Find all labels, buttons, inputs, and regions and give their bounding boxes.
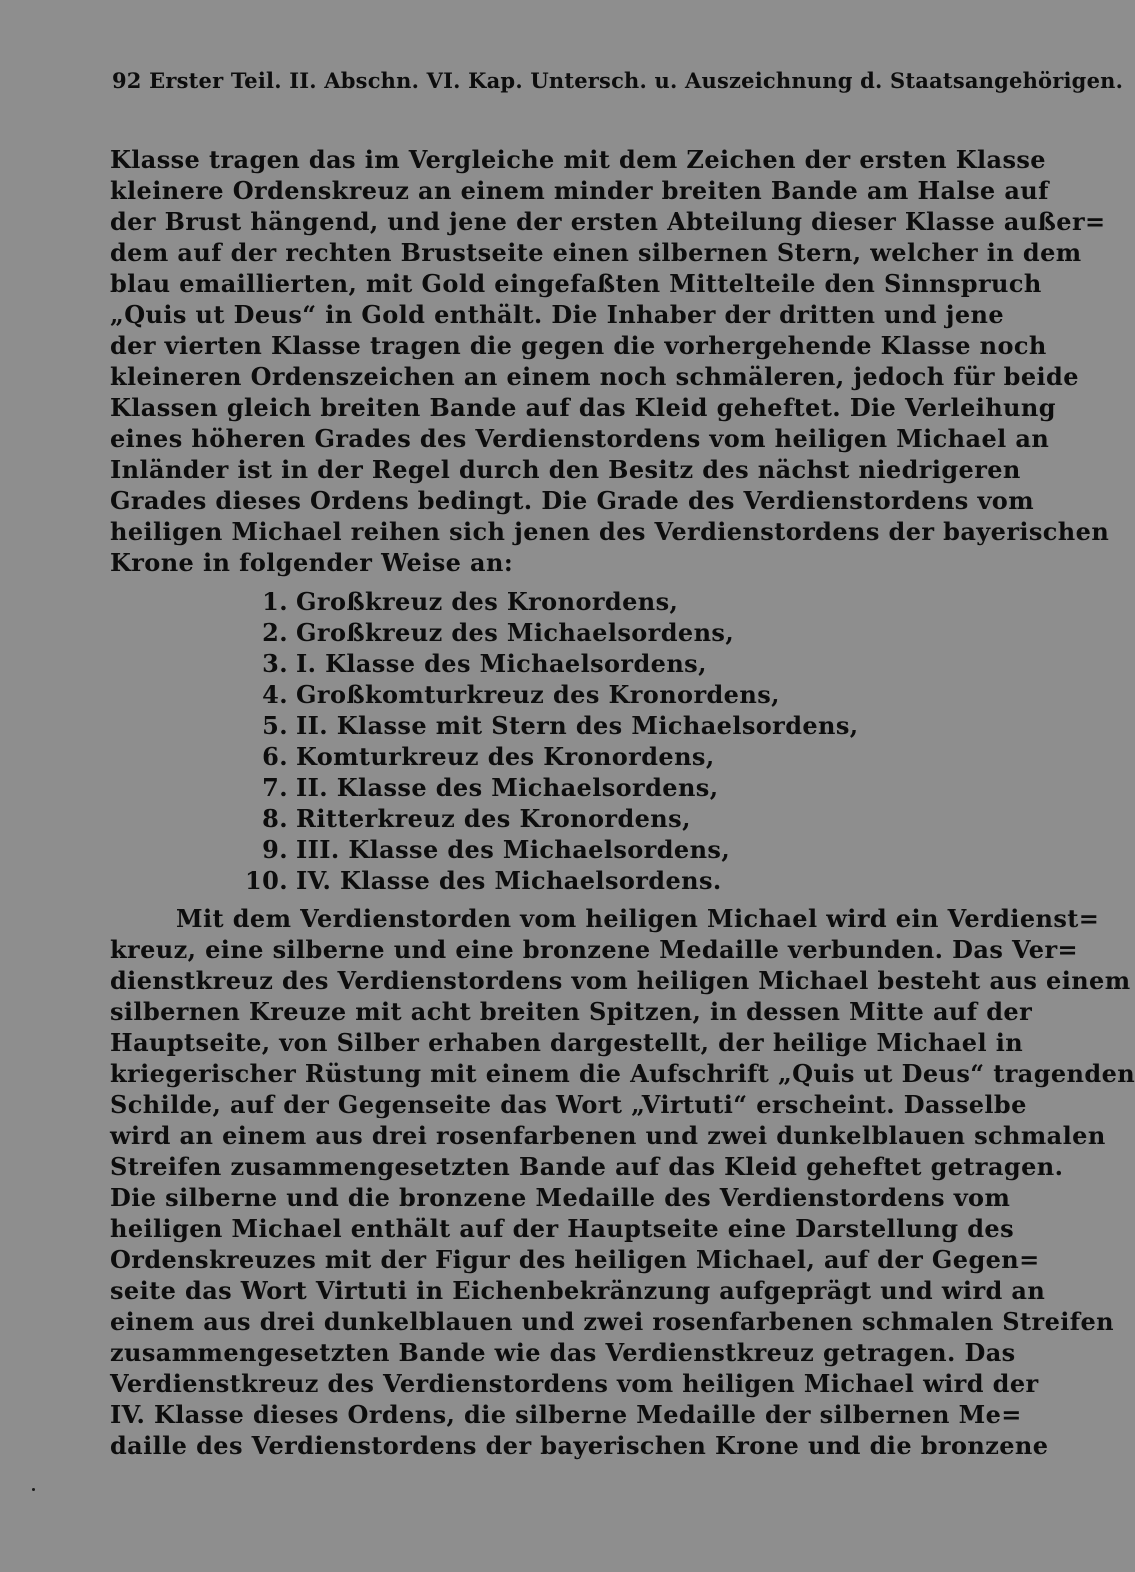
list-text: Komturkreuz des Kronordens,	[296, 742, 715, 771]
text-line: daille des Verdienstordens der bayerischen Krone und die bronzene	[110, 1431, 1049, 1460]
list-text: Großkomturkreuz des Kronordens,	[296, 680, 780, 709]
list-item	[238, 741, 859, 772]
list-text: III. Klasse des Michaelsordens,	[296, 835, 731, 864]
text-line: Die silberne und die bronzene Medaille des Verdienstordens vom	[110, 1183, 1011, 1212]
text-line: der vierten Klasse tragen die gegen die vorhergehende Klasse noch	[110, 331, 1047, 360]
text-line: IV. Klasse dieses Ordens, die silberne Medaille der silbernen Me=	[110, 1400, 1022, 1429]
list-text: Großkreuz des Kronordens,	[296, 587, 679, 616]
list-item	[238, 586, 859, 617]
list-text: I. Klasse des Michaelsordens,	[296, 649, 707, 678]
list-item	[238, 834, 859, 865]
list-text: II. Klasse des Michaelsordens,	[296, 773, 719, 802]
list-text: II. Klasse mit Stern des Michaelsordens,	[296, 711, 859, 740]
text-line: wird an einem aus drei rosenfarbenen und zwei dunkelblauen schmalen	[110, 1121, 1106, 1150]
list-number: 8.	[262, 804, 288, 833]
text-line: Klassen gleich breiten Bande auf das Kleid geheftet. Die Verleihung	[110, 393, 1056, 422]
text-line: zusammengesetzten Bande wie das Verdienstkreuz getragen. Das	[110, 1338, 1016, 1367]
list-number: 5.	[262, 711, 288, 740]
list-number: 6.	[262, 742, 288, 771]
list-item	[238, 803, 859, 834]
text-line: der Brust hängend, und jene der ersten Abteilung dieser Klasse außer=	[110, 207, 1106, 236]
running-title: Erster Teil. II. Abschn. VI. Kap. Untersch. u. Auszeichnung d. Staatsangehörigen.	[149, 68, 1124, 93]
list-number: 2.	[262, 618, 288, 647]
running-header	[112, 68, 1124, 93]
text-line: Klasse tragen das im Vergleiche mit dem Zeichen der ersten Klasse	[110, 145, 1046, 174]
text-line: einem aus drei dunkelblauen und zwei rosenfarbenen schmalen Streifen	[110, 1307, 1115, 1336]
list-number: 4.	[262, 680, 288, 709]
list-number: 3.	[262, 649, 288, 678]
text-line: heiligen Michael enthält auf der Hauptseite eine Darstellung des	[110, 1214, 1014, 1243]
list-text: Großkreuz des Michaelsordens,	[296, 618, 735, 647]
list-item	[238, 679, 859, 710]
list-item	[238, 865, 859, 896]
list-item	[238, 772, 859, 803]
text-line: Verdienstkreuz des Verdienstordens vom heiligen Michael wird der	[110, 1369, 1039, 1398]
list-number: 7.	[262, 773, 288, 802]
order-ranking-list	[238, 586, 859, 896]
list-text: IV. Klasse des Michaelsordens.	[296, 866, 722, 895]
list-item	[238, 710, 859, 741]
text-line: Ordenskreuzes mit der Figur des heiligen Michael, auf der Gegen=	[110, 1245, 1040, 1274]
text-line: Streifen zusammengesetzten Bande auf das Kleid geheftet getragen.	[110, 1152, 1064, 1181]
list-number: 1.	[262, 587, 288, 616]
list-item	[238, 648, 859, 679]
paragraph-2	[110, 903, 1135, 1461]
scan-speck	[32, 1488, 35, 1491]
text-line: Krone in folgender Weise an:	[110, 548, 514, 577]
text-line: dienstkreuz des Verdienstordens vom heiligen Michael besteht aus einem	[110, 966, 1131, 995]
list-text: Ritterkreuz des Kronordens,	[296, 804, 691, 833]
text-line: „Quis ut Deus“ in Gold enthält. Die Inhaber der dritten und jene	[110, 300, 1005, 329]
text-line: kriegerischer Rüstung mit einem die Aufschrift „Quis ut Deus“ tragenden	[110, 1059, 1135, 1088]
text-line: Inländer ist in der Regel durch den Besitz des nächst niedrigeren	[110, 455, 1021, 484]
text-line: kreuz, eine silberne und eine bronzene Medaille verbunden. Das Ver=	[110, 935, 1079, 964]
text-line: blau emaillierten, mit Gold eingefaßten Mittelteile den Sinnspruch	[110, 269, 1042, 298]
text-line: kleinere Ordenskreuz an einem minder breiten Bande am Halse auf	[110, 176, 1049, 205]
text-line: silbernen Kreuze mit acht breiten Spitzen, in dessen Mitte auf der	[110, 997, 1033, 1026]
paragraph-1	[110, 144, 1110, 578]
text-line: Hauptseite, von Silber erhaben dargestellt, der heilige Michael in	[110, 1028, 1024, 1057]
text-line: kleineren Ordenszeichen an einem noch schmäleren, jedoch für beide	[110, 362, 1079, 391]
text-line: seite das Wort Virtuti in Eichenbekränzung aufgeprägt und wird an	[110, 1276, 1046, 1305]
text-line: Mit dem Verdienstorden vom heiligen Michael wird ein Verdienst=	[176, 904, 1100, 933]
list-item	[238, 617, 859, 648]
list-number: 9.	[262, 835, 288, 864]
text-line: eines höheren Grades des Verdienstordens vom heiligen Michael an	[110, 424, 1050, 453]
text-line: Schilde, auf der Gegenseite das Wort „Virtuti“ erscheint. Dasselbe	[110, 1090, 1027, 1119]
text-line: Grades dieses Ordens bedingt. Die Grade des Verdienstordens vom	[110, 486, 1035, 515]
text-line: dem auf der rechten Brustseite einen silbernen Stern, welcher in dem	[110, 238, 1082, 267]
page-number: 92	[112, 68, 142, 93]
text-line: heiligen Michael reihen sich jenen des Verdienstordens der bayerischen	[110, 517, 1110, 546]
list-number: 10.	[245, 866, 288, 895]
